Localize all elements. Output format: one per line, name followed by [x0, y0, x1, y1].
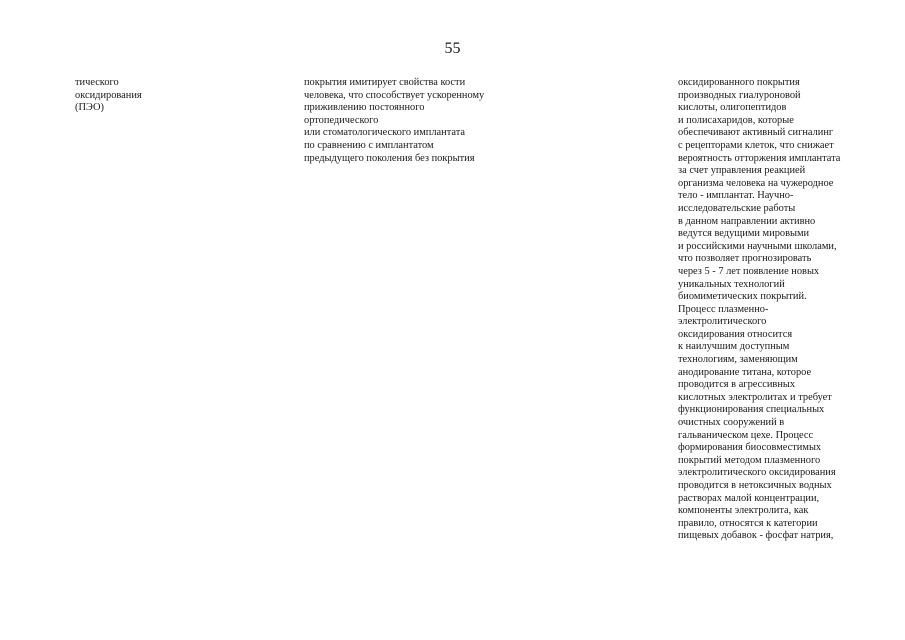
text-line: вероятность отторжения имплантата [678, 152, 841, 164]
text-line: технологиям, заменяющим [678, 354, 798, 366]
text-line: производных гиалуроновой [678, 89, 801, 101]
text-line: Процесс плазменно- [678, 303, 769, 315]
text-line: анодирование титана, которое [678, 366, 812, 378]
text-line: с рецепторами клеток, что снижает [678, 139, 834, 151]
text-line: гальваническом цехе. Процесс [678, 429, 814, 441]
text-line: электролитического [678, 316, 767, 328]
page-number: 55 [444, 40, 461, 57]
text-line: пищевых добавок - фосфат натрия, [678, 530, 834, 542]
text-line: ортопедического [304, 114, 379, 126]
text-line: тело - имплантат. Научно- [678, 190, 794, 202]
table-cell-column-2 [304, 77, 534, 165]
text-line: за счет управления реакцией [678, 165, 806, 177]
text-line: оксидирования [75, 89, 142, 101]
text-line: покрытия имитирует свойства кости [304, 77, 466, 88]
text-line: проводится в агрессивных [678, 379, 796, 391]
text-line: по сравнению с имплантатом [304, 139, 434, 151]
table-cell-column-1 [75, 77, 225, 115]
text-line: оксидирования относится [678, 328, 793, 340]
text-line: или стоматологического имплантата [304, 127, 465, 139]
text-line: исследовательские работы [678, 202, 796, 214]
text-line: компоненты электролита, как [678, 505, 809, 517]
text-line: в данном направлении активно [678, 215, 816, 227]
text-line: кислотных электролитах и требует [678, 391, 832, 403]
text-line: через 5 - 7 лет появление новых [678, 265, 820, 277]
table-cell-column-3 [678, 77, 888, 543]
text-line: кислоты, олигопептидов [678, 102, 787, 114]
text-line: проводится в нетоксичных водных [678, 480, 832, 491]
text-line: и российскими научными школами, [678, 240, 837, 252]
text-line: (ПЭО) [75, 102, 104, 114]
text-line: функционирования специальных [678, 404, 825, 416]
text-line: биомиметических покрытий. [678, 291, 807, 303]
text-line: обеспечивают активный сигналинг [678, 127, 834, 139]
text-line: предыдущего поколения без покрытия [304, 152, 475, 164]
text-line: организма человека на чужеродное [678, 177, 834, 189]
text-line: тического [75, 77, 119, 88]
text-line: приживлению постоянного [304, 102, 425, 114]
text-line: правило, относятся к категории [678, 517, 818, 529]
text-line: покрытий методом плазменного [678, 454, 821, 466]
text-line: человека, что способствует ускоренному [304, 89, 485, 101]
text-line: что позволяет прогнозировать [678, 253, 812, 265]
text-line: уникальных технологий [678, 278, 785, 290]
text-line: и полисахаридов, которые [678, 114, 794, 126]
text-line: оксидированного покрытия [678, 77, 800, 88]
text-line: к наилучшим доступным [678, 341, 790, 353]
text-line: ведутся ведущими мировыми [678, 228, 810, 240]
text-line: очистных сооружений в [678, 417, 785, 429]
text-line: электролитического оксидирования [678, 467, 836, 479]
text-line: формирования биосовместимых [678, 442, 822, 454]
text-line: растворах малой концентрации, [678, 492, 820, 504]
